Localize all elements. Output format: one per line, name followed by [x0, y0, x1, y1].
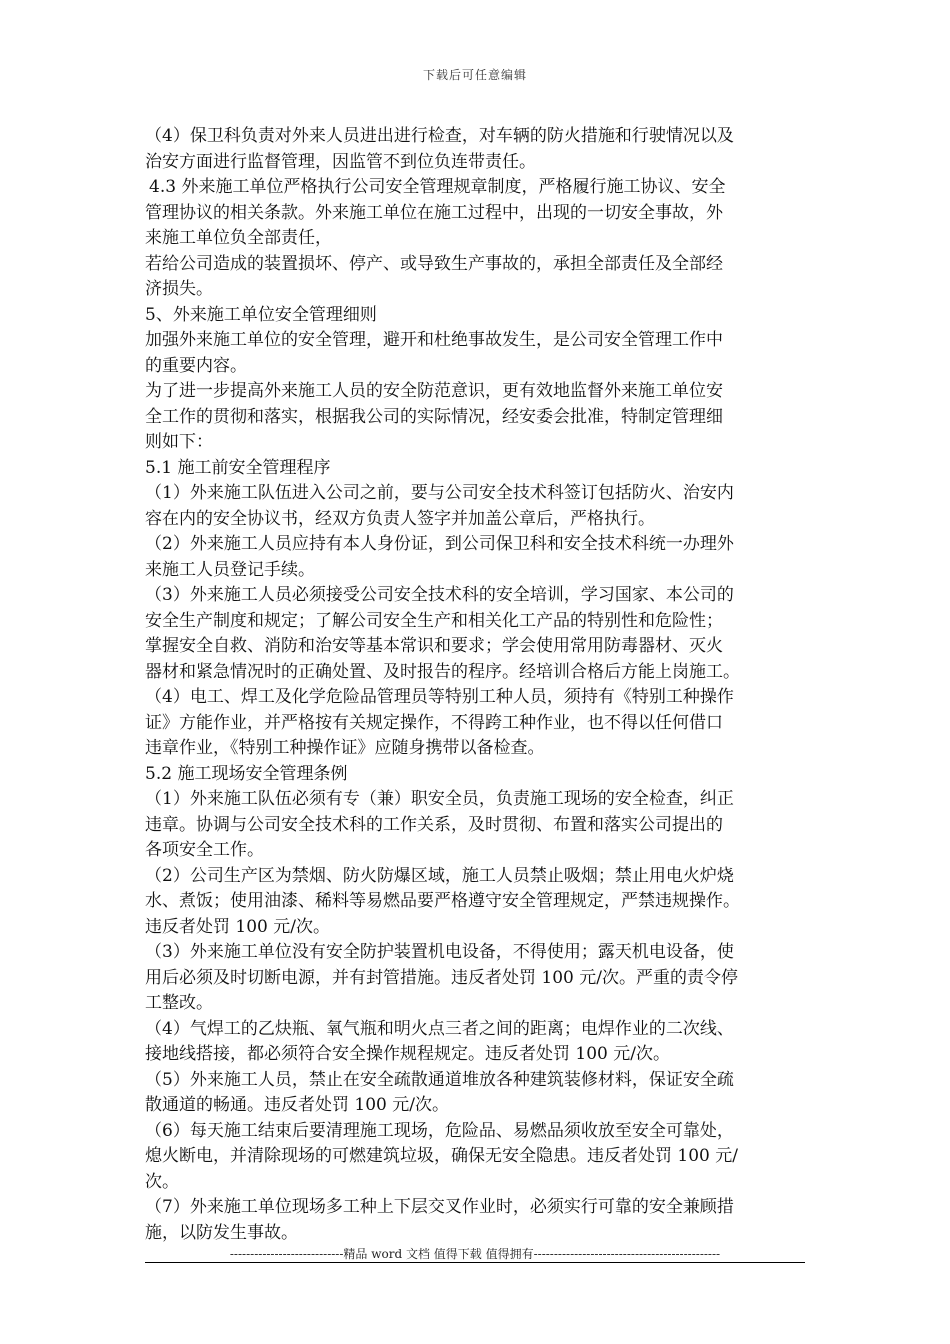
text-line: 违章作业，《特别工种操作证》应随身携带以备检查。 — [145, 738, 545, 758]
text-line: （7）外来施工单位现场多工种上下层交叉作业时，必须实行可靠的安全兼顾措 — [145, 1197, 734, 1217]
text-line: 来施工单位负全部责任， — [145, 228, 332, 248]
text-line: 为了进一步提高外来施工人员的安全防范意识，更有效地监督外来施工单位安 — [145, 381, 723, 401]
section-heading: 5.1 施工前安全管理程序 — [145, 457, 331, 478]
text-line: 安全生产制度和规定；了解公司安全生产和相关化工产品的特别性和危险性； — [145, 610, 723, 631]
text-line: 接地线搭接，都必须符合安全操作规程规定。违反者处罚 100 元/次。 — [145, 1044, 670, 1064]
text-line: （4）电工、焊工及化学危险品管理员等特别工种人员，须持有《特别工种操作 — [145, 687, 734, 707]
text-line: 施，以防发生事故。 — [145, 1222, 298, 1243]
text-line: 加强外来施工单位的安全管理，避开和杜绝事故发生，是公司安全管理工作中 — [145, 330, 723, 350]
text-line: （3）外来施工人员必须接受公司安全技术科的安全培训，学习国家、本公司的 — [145, 585, 734, 605]
text-line: 来施工人员登记手续。 — [145, 559, 315, 580]
text-line: 的重要内容。 — [145, 355, 247, 376]
text-line: （1）外来施工队伍必须有专（兼）职安全员，负责施工现场的安全检查，纠正 — [145, 789, 734, 809]
text-line: （4）气焊工的乙炔瓶、氧气瓶和明火点三者之间的距离；电焊作业的二次线、 — [145, 1018, 734, 1039]
text-line: （2）外来施工人员应持有本人身份证，到公司保卫科和安全技术科统一办理外 — [145, 534, 734, 554]
text-line: （3）外来施工单位没有安全防护装置机电设备，不得使用；露天机电设备，使 — [145, 942, 734, 962]
text-line: 水、煮饭；使用油漆、稀料等易燃品要严格遵守安全管理规定，严禁违规操作。 — [145, 891, 740, 911]
footer-rule — [145, 1262, 805, 1263]
text-line: （6）每天施工结束后要清理施工现场，危险品、易燃品须收放至安全可靠处， — [145, 1120, 734, 1141]
text-line: （4）保卫科负责对外来人员进出进行检查，对车辆的防火措施和行驶情况以及 — [145, 126, 734, 146]
text-line: 违章。协调与公司安全技术科的工作关系，及时贯彻、布置和落实公司提出的 — [145, 814, 723, 835]
text-line: 证》方能作业，并严格按有关规定操作，不得跨工种作业，也不得以任何借口 — [145, 712, 723, 733]
document-body — [145, 124, 815, 1246]
text-line: 4.3 外来施工单位严格执行公司安全管理规章制度，严格履行施工协议、安全 — [149, 177, 726, 197]
text-line: （5）外来施工人员，禁止在安全疏散通道堆放各种建筑装修材料，保证安全疏 — [145, 1069, 734, 1090]
text-line: 违反者处罚 100 元/次。 — [145, 916, 330, 937]
text-line: 济损失。 — [145, 279, 213, 299]
text-line: 全工作的贯彻和落实，根据我公司的实际情况，经安委会批准，特制定管理细 — [145, 406, 723, 427]
text-line: （2）公司生产区为禁烟、防火防爆区域，施工人员禁止吸烟；禁止用电火炉烧 — [145, 865, 734, 886]
text-line: 治安方面进行监督管理，因监管不到位负连带责任。 — [145, 151, 536, 172]
text-line: 若给公司造成的装置损坏、停产、或导致生产事故的，承担全部责任及全部经 — [145, 253, 723, 274]
text-line: 掌握安全自救、消防和治安等基本常识和要求；学会使用常用防毒器材、灭火 — [145, 636, 723, 656]
text-line: 管理协议的相关条款。外来施工单位在施工过程中，出现的一切安全事故，外 — [145, 202, 723, 223]
text-line: 次。 — [145, 1171, 179, 1192]
page-header: 下载后可任意编辑 — [422, 68, 527, 82]
section-heading: 5.2 施工现场安全管理条例 — [145, 763, 348, 784]
text-line: 散通道的畅通。违反者处罚 100 元/次。 — [145, 1095, 449, 1115]
text-line: 器材和紧急情况时的正确处置、及时报告的程序。经培训合格后方能上岗施工。 — [145, 661, 740, 682]
text-line: 各项安全工作。 — [145, 840, 264, 860]
page-footer: ----------------------------精品 word 文档 值得下载 值得拥有---------------------------------------------- — [229, 1247, 721, 1261]
text-line: 则如下： — [145, 432, 213, 452]
text-line: （1）外来施工队伍进入公司之前，要与公司安全技术科签订包括防火、治安内 — [145, 483, 734, 503]
text-line: 用后必须及时切断电源，并有封管措施。违反者处罚 100 元/次。严重的责令停 — [145, 967, 738, 988]
section-heading: 5、外来施工单位安全管理细则 — [145, 304, 377, 325]
text-line: 工整改。 — [145, 993, 213, 1013]
text-line: 熄火断电，并清除现场的可燃建筑垃圾，确保无安全隐患。违反者处罚 100 元/ — [145, 1146, 738, 1166]
text-line: 容在内的安全协议书，经双方负责人签字并加盖公章后，严格执行。 — [145, 508, 655, 529]
